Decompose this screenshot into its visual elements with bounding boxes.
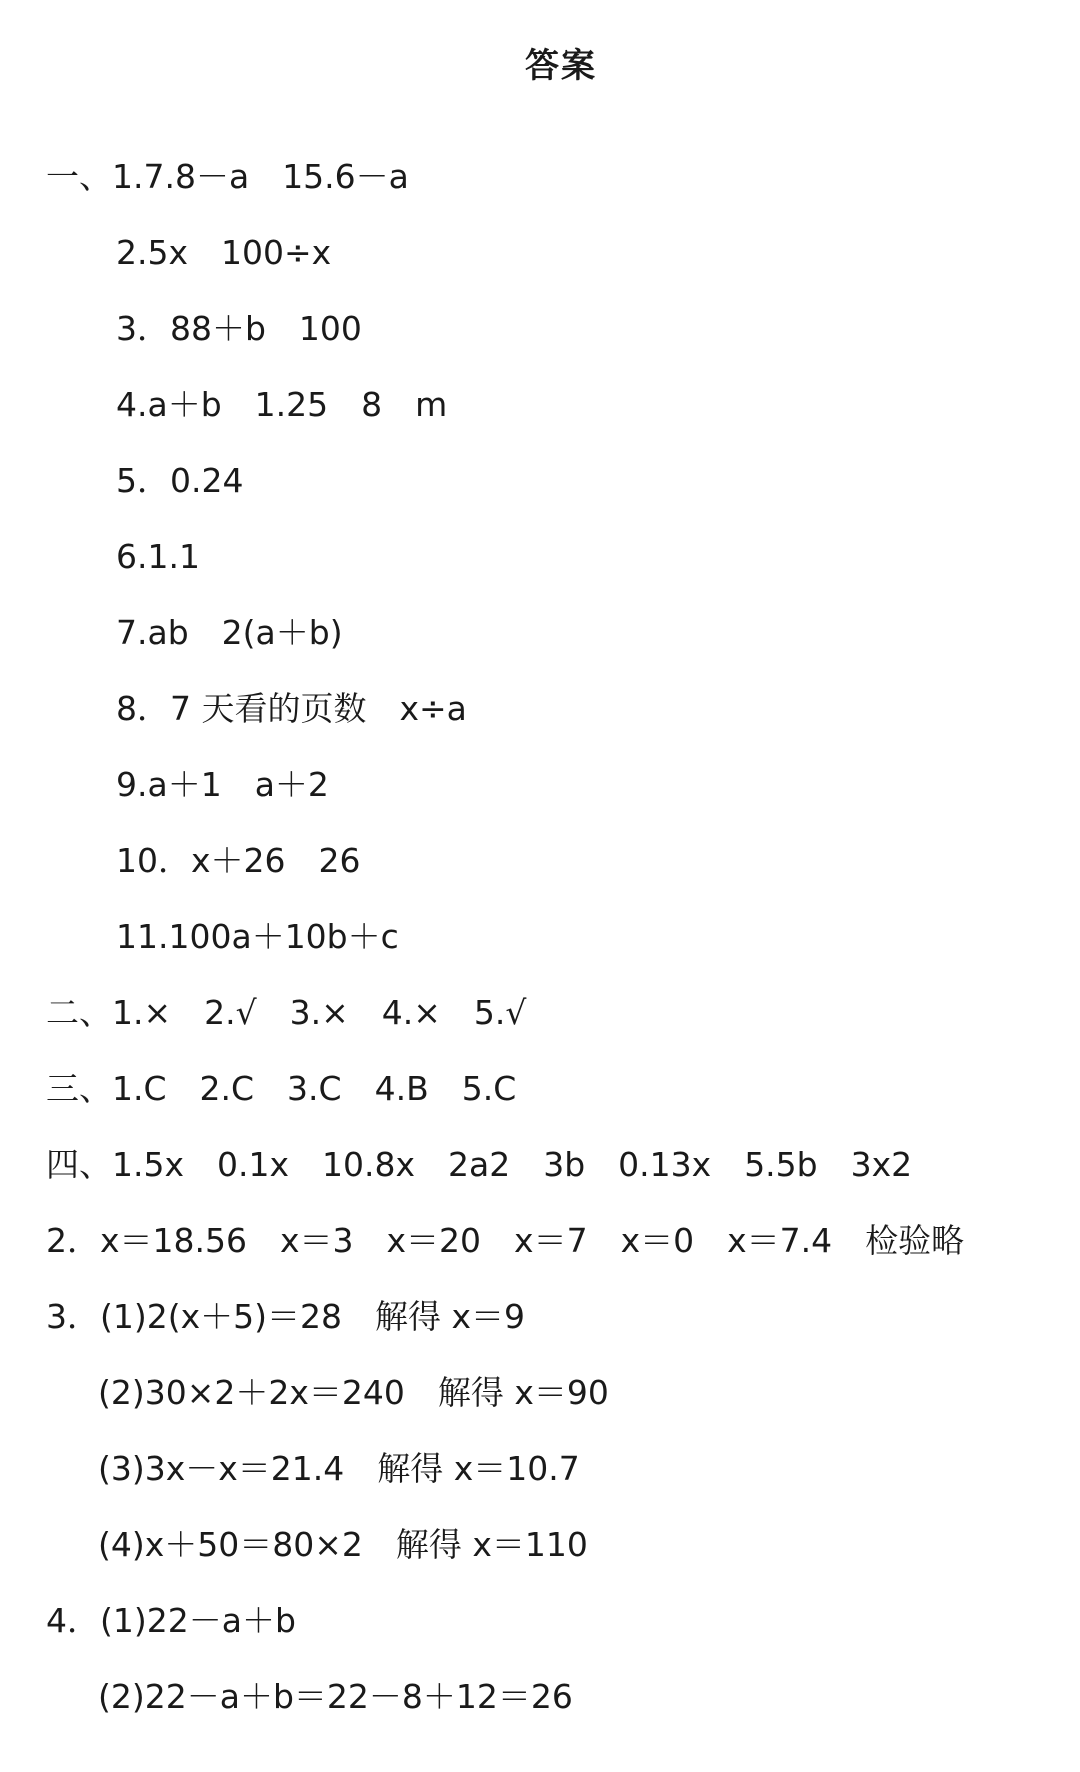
answer-line-1-9: 9.a＋1 a＋2 bbox=[116, 765, 329, 804]
answer-section-4-3-3: (3)3x－x＝21.4 解得 x＝10.7 bbox=[98, 1449, 580, 1488]
answer-section-4-3-2: (2)30×2＋2x＝240 解得 x＝90 bbox=[98, 1373, 609, 1412]
answer-section-4-4: 4．(1)22－a＋b bbox=[46, 1601, 296, 1640]
answer-section-2: 二、1.× 2.√ 3.× 4.× 5.√ bbox=[46, 993, 527, 1032]
answer-line-1-1: 一、1.7.8－a 15.6－a bbox=[46, 157, 409, 196]
page-title: 答案 bbox=[525, 46, 597, 86]
answer-line-1-6: 6.1.1 bbox=[116, 537, 200, 576]
answer-section-4-2: 2．x＝18.56 x＝3 x＝20 x＝7 x＝0 x＝7.4 检验略 bbox=[46, 1221, 965, 1260]
answer-line-1-7: 7.ab 2(a＋b) bbox=[116, 613, 343, 652]
answer-section-3: 三、1.C 2.C 3.C 4.B 5.C bbox=[46, 1069, 517, 1108]
answer-line-1-4: 4.a＋b 1.25 8 m bbox=[116, 385, 448, 424]
answer-section-4-3-4: (4)x＋50＝80×2 解得 x＝110 bbox=[98, 1525, 588, 1564]
answer-line-1-2: 2.5x 100÷x bbox=[116, 233, 332, 272]
answer-line-1-10: 10．x＋26 26 bbox=[116, 841, 361, 880]
answer-section-4-1: 四、1.5x 0.1x 10.8x 2a2 3b 0.13x 5.5b 3x2 bbox=[46, 1145, 913, 1184]
answer-line-1-3: 3．88＋b 100 bbox=[116, 309, 362, 348]
answer-section-4-4-2: (2)22－a＋b＝22－8＋12＝26 bbox=[98, 1677, 573, 1716]
answer-line-1-8: 8．7 天看的页数 x÷a bbox=[116, 689, 467, 728]
answer-line-1-5: 5．0.24 bbox=[116, 461, 244, 500]
answer-line-1-11: 11.100a＋10b＋c bbox=[116, 917, 399, 956]
answer-section-4-3: 3．(1)2(x＋5)＝28 解得 x＝9 bbox=[46, 1297, 526, 1336]
